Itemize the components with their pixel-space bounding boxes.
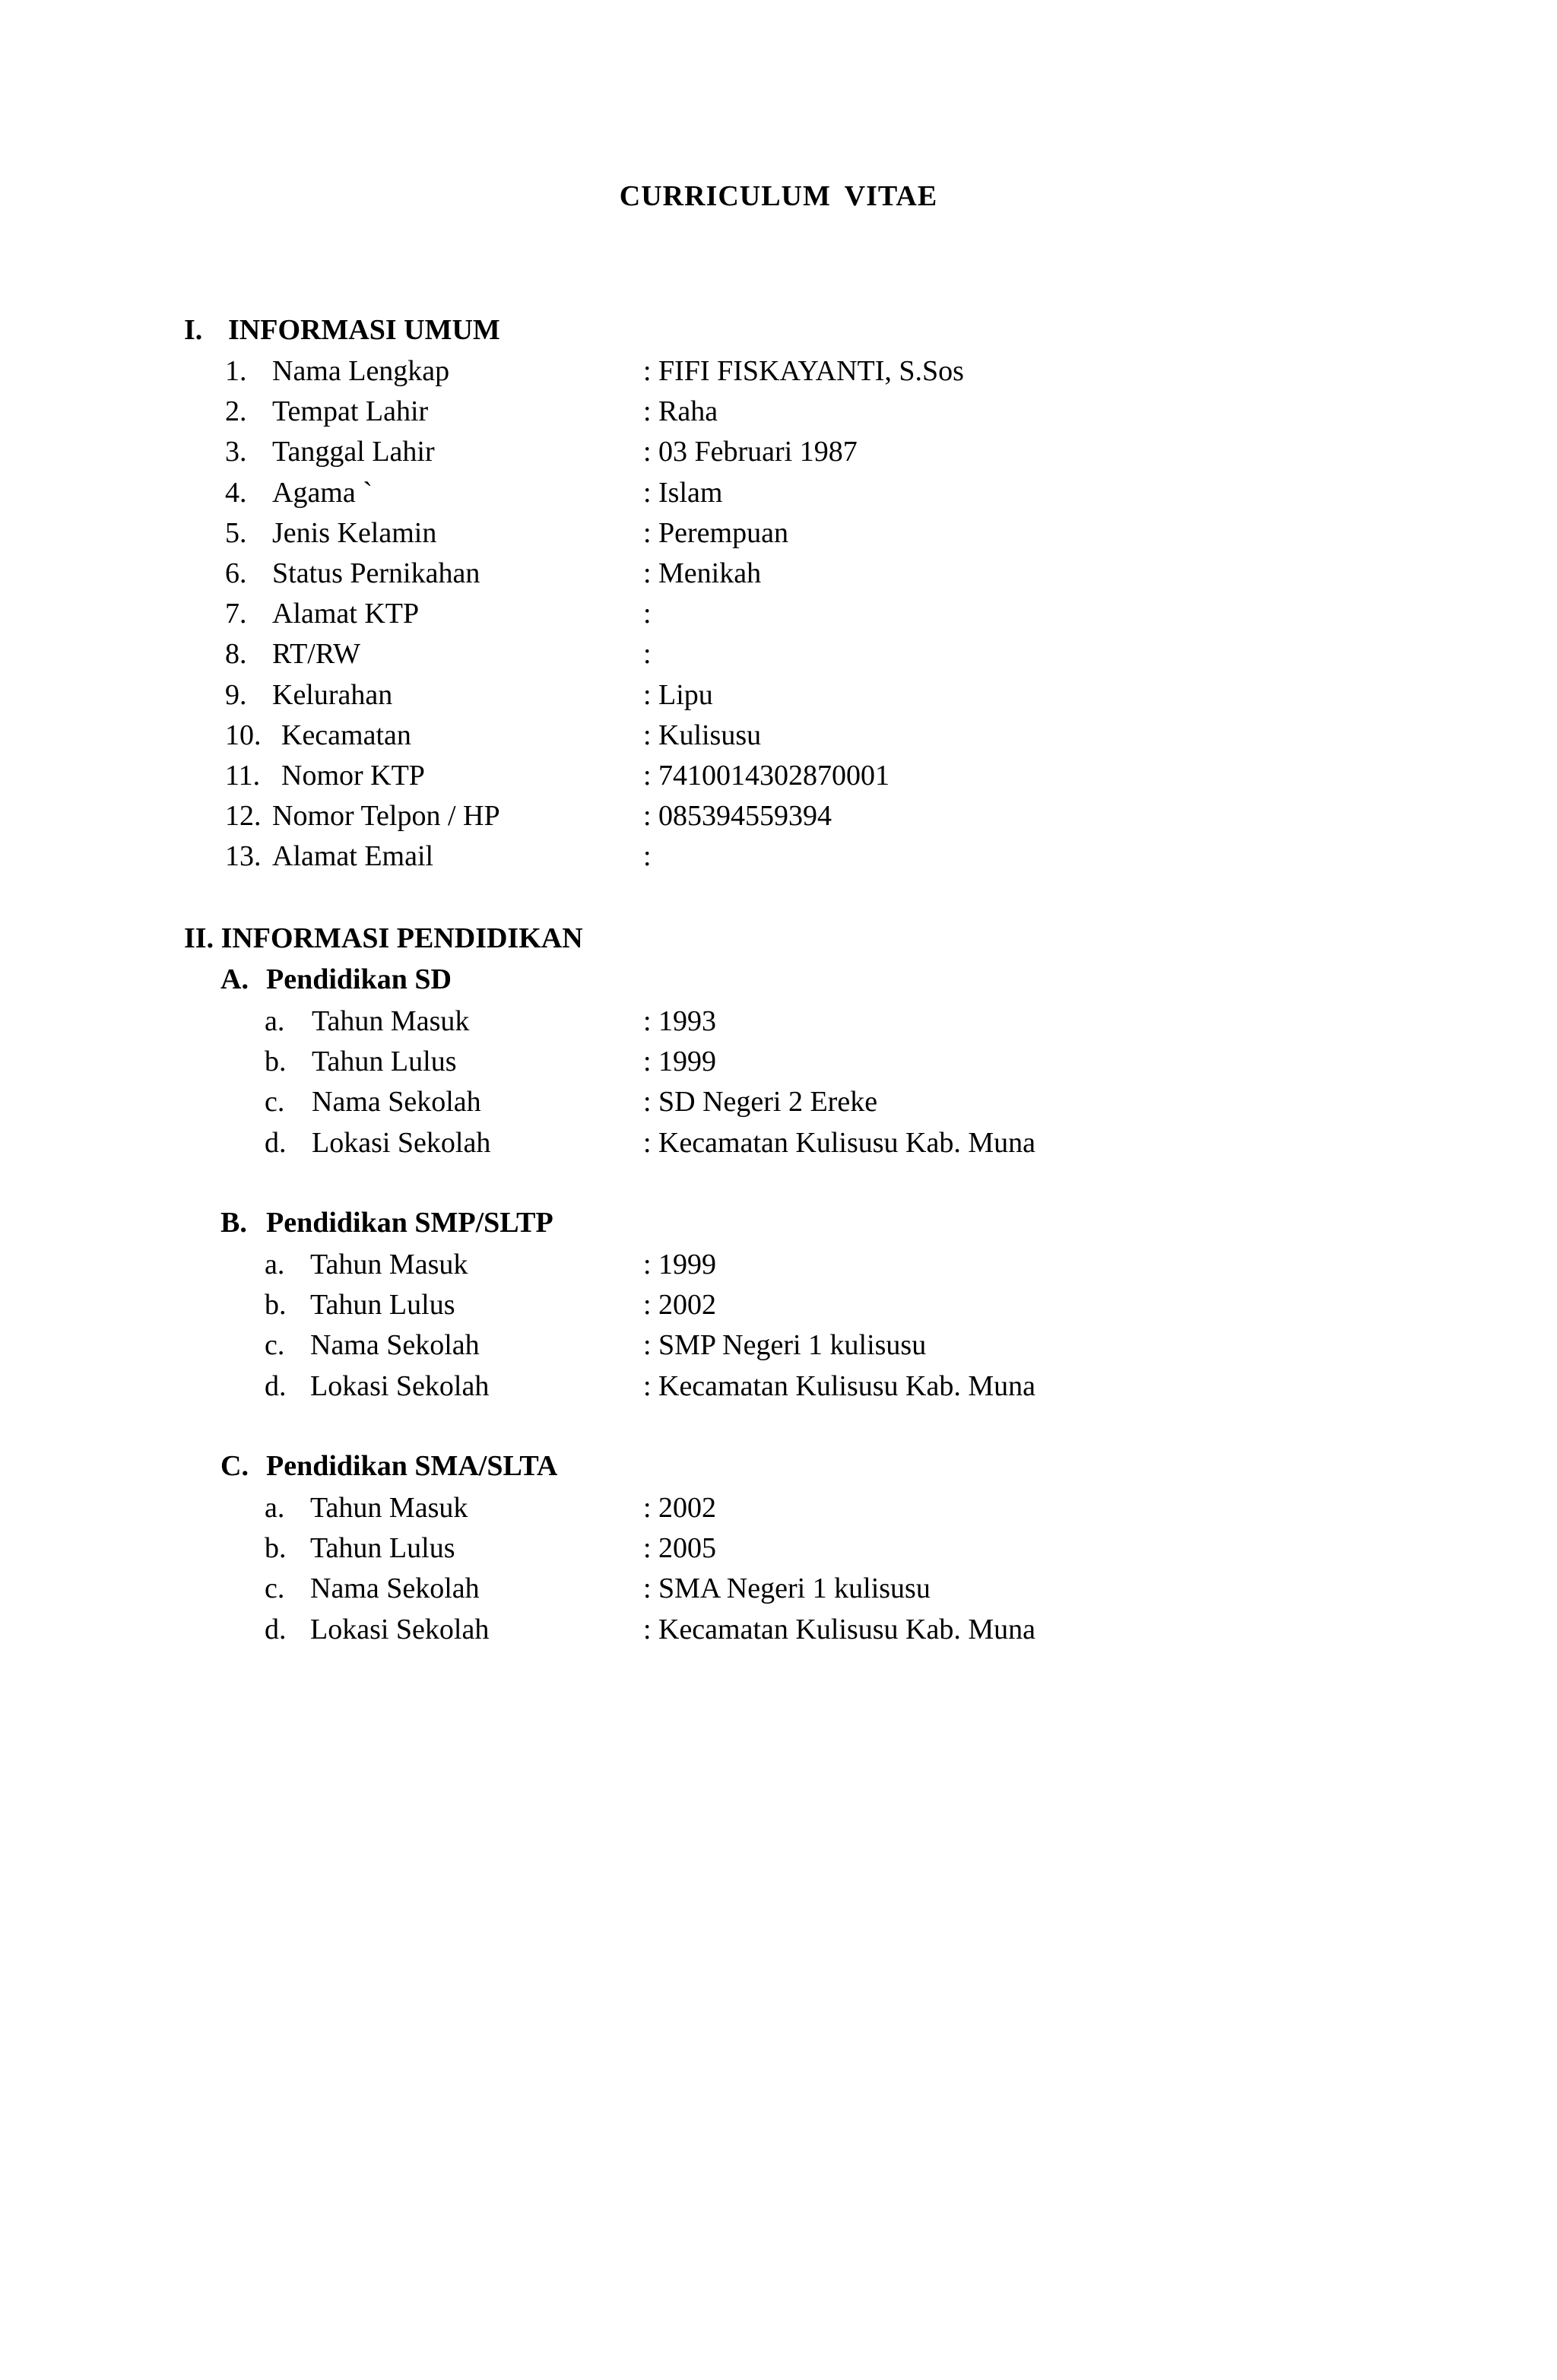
- education-row-value: Kecamatan Kulisusu Kab. Muna: [658, 1370, 1035, 1402]
- info-row-value: Islam: [658, 477, 723, 509]
- education-row-label: Tahun Masuk: [310, 1492, 468, 1524]
- info-row-separator: :: [643, 517, 652, 549]
- document-title: CURRICULUM VITAE: [619, 180, 938, 212]
- education-row-letter: a.: [265, 1249, 285, 1280]
- info-row-value: Raha: [658, 395, 718, 427]
- info-row: [0, 637, 1557, 678]
- education-row: [0, 1248, 1557, 1288]
- info-row-separator: :: [643, 436, 652, 468]
- education-row-letter: b.: [265, 1046, 287, 1077]
- education-row-letter: a.: [265, 1005, 285, 1037]
- info-row-value: 03 Februari 1987: [658, 436, 858, 468]
- info-row: [0, 395, 1557, 435]
- education-row: [0, 1369, 1557, 1410]
- info-row-number: 10.: [225, 719, 262, 751]
- education-row-separator: :: [643, 1005, 652, 1037]
- info-row: [0, 476, 1557, 516]
- education-group-title: Pendidikan SMA/SLTA: [266, 1450, 558, 1482]
- education-row-label: Lokasi Sekolah: [310, 1370, 490, 1402]
- info-row-number: 4.: [225, 477, 247, 509]
- info-row-label: Alamat Email: [272, 840, 434, 872]
- education-row-separator: :: [643, 1370, 652, 1402]
- education-row-label: Lokasi Sekolah: [312, 1127, 491, 1159]
- education-row-label: Nama Sekolah: [310, 1329, 480, 1361]
- info-row-label: RT/RW: [272, 638, 360, 670]
- education-row: [0, 1572, 1557, 1612]
- education-row: [0, 1288, 1557, 1328]
- education-row-separator: :: [643, 1086, 652, 1118]
- info-row: [0, 557, 1557, 597]
- education-row-value: Kecamatan Kulisusu Kab. Muna: [658, 1614, 1035, 1645]
- info-row: [0, 799, 1557, 839]
- education-row-value: 1993: [658, 1005, 716, 1037]
- info-row-value: Lipu: [658, 679, 713, 711]
- education-group-title: Pendidikan SMP/SLTP: [266, 1207, 553, 1239]
- education-row-separator: :: [643, 1329, 652, 1361]
- education-row-letter: d.: [265, 1127, 287, 1159]
- info-row-value: Menikah: [658, 557, 762, 589]
- education-row: [0, 1491, 1557, 1531]
- info-row-number: 12.: [225, 800, 262, 832]
- education-row: [0, 1126, 1557, 1166]
- info-row-label: Agama `: [272, 477, 373, 509]
- info-row-separator: :: [643, 355, 652, 387]
- info-row-number: 3.: [225, 436, 247, 468]
- info-row-number: 11.: [225, 760, 261, 792]
- education-group-title: Pendidikan SD: [266, 963, 452, 995]
- info-row: [0, 354, 1557, 395]
- section1-heading: INFORMASI UMUM: [228, 314, 500, 346]
- education-row-separator: :: [643, 1127, 652, 1159]
- education-row: [0, 1004, 1557, 1045]
- info-row-separator: :: [643, 395, 652, 427]
- education-row-value: SMA Negeri 1 kulisusu: [658, 1572, 931, 1604]
- section2-heading: II. INFORMASI PENDIDIKAN: [184, 922, 583, 954]
- education-row-value: 1999: [658, 1249, 716, 1280]
- info-row-separator: :: [643, 557, 652, 589]
- info-row-label: Tempat Lahir: [272, 395, 429, 427]
- info-row: [0, 516, 1557, 557]
- info-row-number: 6.: [225, 557, 247, 589]
- info-row: [0, 759, 1557, 799]
- education-row-letter: a.: [265, 1492, 285, 1524]
- education-row-value: Kecamatan Kulisusu Kab. Muna: [658, 1127, 1035, 1159]
- education-row-separator: :: [643, 1249, 652, 1280]
- education-row-separator: :: [643, 1046, 652, 1077]
- info-row-label: Alamat KTP: [272, 598, 420, 630]
- education-row-letter: b.: [265, 1289, 287, 1321]
- info-row-label: Jenis Kelamin: [272, 517, 437, 549]
- info-row-separator: :: [643, 760, 652, 792]
- info-row-separator: :: [643, 598, 652, 630]
- education-row-letter: c.: [265, 1572, 285, 1604]
- info-row: [0, 839, 1557, 880]
- education-group-letter: A.: [220, 963, 249, 995]
- education-row-label: Tahun Lulus: [310, 1289, 455, 1321]
- education-row-letter: d.: [265, 1614, 287, 1645]
- education-row: [0, 1085, 1557, 1125]
- info-row-number: 7.: [225, 598, 247, 630]
- education-row: [0, 1045, 1557, 1085]
- info-row-label: Nomor Telpon / HP: [272, 800, 500, 832]
- education-row-label: Lokasi Sekolah: [310, 1614, 490, 1645]
- section1-heading-number: I.: [184, 314, 203, 346]
- info-row-separator: :: [643, 679, 652, 711]
- info-row-number: 8.: [225, 638, 247, 670]
- education-row: [0, 1613, 1557, 1653]
- education-row-value: 1999: [658, 1046, 716, 1077]
- info-row-number: 5.: [225, 517, 247, 549]
- education-row-value: SD Negeri 2 Ereke: [658, 1086, 878, 1118]
- education-row-label: Tahun Masuk: [310, 1249, 468, 1280]
- education-row: [0, 1328, 1557, 1369]
- education-group-letter: B.: [220, 1207, 247, 1239]
- info-row-number: 2.: [225, 395, 247, 427]
- info-row-label: Nomor KTP: [281, 760, 425, 792]
- education-row-letter: c.: [265, 1329, 285, 1361]
- info-row-label: Kecamatan: [281, 719, 411, 751]
- education-row-label: Nama Sekolah: [310, 1572, 480, 1604]
- education-group-letter: C.: [220, 1450, 249, 1482]
- education-row-label: Tahun Lulus: [312, 1046, 457, 1077]
- info-row-separator: :: [643, 638, 652, 670]
- education-row-letter: c.: [265, 1086, 285, 1118]
- info-row-label: Nama Lengkap: [272, 355, 450, 387]
- info-row-label: Kelurahan: [272, 679, 393, 711]
- info-row: [0, 597, 1557, 637]
- info-row-value: Kulisusu: [658, 719, 762, 751]
- education-row-value: 2002: [658, 1492, 716, 1524]
- education-row-separator: :: [643, 1492, 652, 1524]
- info-row: [0, 678, 1557, 719]
- info-row-number: 13.: [225, 840, 262, 872]
- info-row: [0, 719, 1557, 759]
- info-row-value: FIFI FISKAYANTI, S.Sos: [658, 355, 964, 387]
- education-row-label: Nama Sekolah: [312, 1086, 481, 1118]
- education-row-separator: :: [643, 1572, 652, 1604]
- education-row-value: SMP Negeri 1 kulisusu: [658, 1329, 927, 1361]
- info-row-value: 7410014302870001: [658, 760, 889, 792]
- info-row: [0, 435, 1557, 475]
- info-row-value: 085394559394: [658, 800, 832, 832]
- education-row-letter: d.: [265, 1370, 287, 1402]
- info-row-separator: :: [643, 477, 652, 509]
- info-row-label: Status Pernikahan: [272, 557, 480, 589]
- info-row-number: 9.: [225, 679, 247, 711]
- info-row-separator: :: [643, 840, 652, 872]
- education-row-label: Tahun Lulus: [310, 1532, 455, 1564]
- info-row-value: Perempuan: [658, 517, 788, 549]
- education-row-separator: :: [643, 1532, 652, 1564]
- info-row-separator: :: [643, 719, 652, 751]
- education-row: [0, 1531, 1557, 1572]
- info-row-separator: :: [643, 800, 652, 832]
- info-row-number: 1.: [225, 355, 247, 387]
- education-row-separator: :: [643, 1614, 652, 1645]
- education-row-letter: b.: [265, 1532, 287, 1564]
- education-row-label: Tahun Masuk: [312, 1005, 470, 1037]
- education-row-value: 2002: [658, 1289, 716, 1321]
- education-row-separator: :: [643, 1289, 652, 1321]
- info-row-label: Tanggal Lahir: [272, 436, 435, 468]
- education-row-value: 2005: [658, 1532, 716, 1564]
